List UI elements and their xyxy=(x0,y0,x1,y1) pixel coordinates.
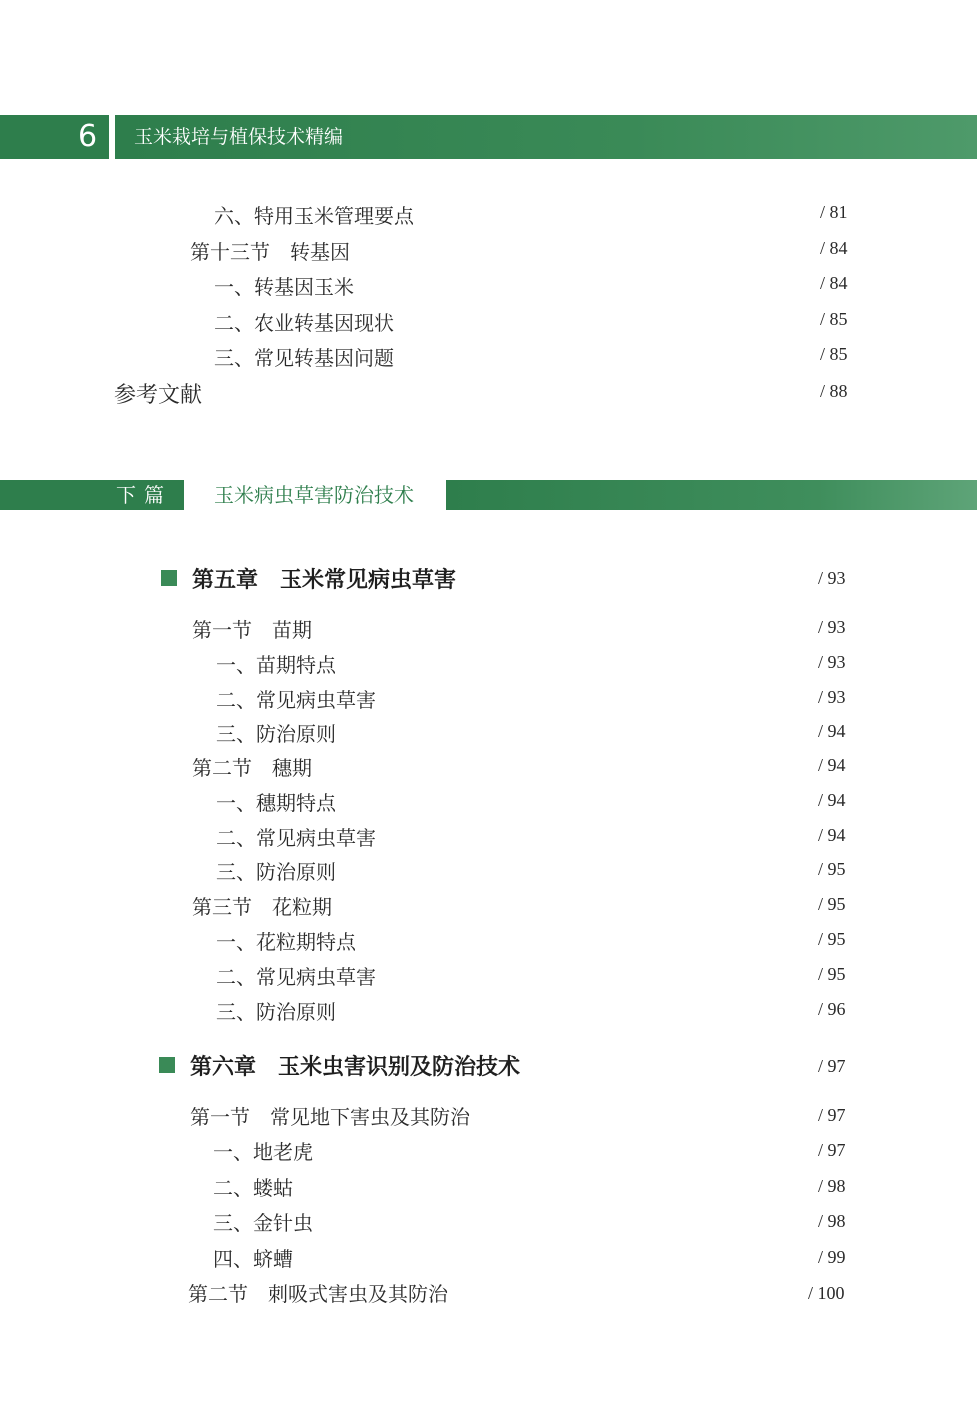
toc-entry[interactable] xyxy=(0,787,977,817)
toc-entry-label: 三、防治原则 xyxy=(216,860,336,884)
toc-entry[interactable] xyxy=(0,996,977,1026)
toc-chapter[interactable] xyxy=(0,1050,977,1084)
toc-entry[interactable] xyxy=(0,856,977,886)
toc-section[interactable] xyxy=(0,891,977,921)
toc-section-label: 第一节 苗期 xyxy=(192,618,312,642)
toc-entry-label: 二、常见病虫草害 xyxy=(216,688,376,712)
chapter-bullet-icon xyxy=(159,1057,175,1073)
toc-section-label: 第二节 刺吸式害虫及其防治 xyxy=(188,1282,448,1306)
toc-entry-page: / 94 xyxy=(818,721,846,741)
toc-entry-label: 二、农业转基因现状 xyxy=(214,311,394,335)
toc-entry[interactable] xyxy=(0,649,977,679)
toc-entry[interactable] xyxy=(0,271,977,301)
toc-entry[interactable] xyxy=(0,307,977,337)
toc-entry[interactable] xyxy=(0,1243,977,1273)
toc-entry-label: 三、金针虫 xyxy=(213,1211,313,1235)
toc-references-label: 参考文献 xyxy=(114,383,203,408)
toc-chapter-page: / 97 xyxy=(818,1056,846,1076)
toc-entry[interactable] xyxy=(0,684,977,714)
toc-section-page: / 94 xyxy=(818,755,846,775)
toc-entry[interactable] xyxy=(0,1172,977,1202)
toc-references[interactable] xyxy=(0,378,977,408)
toc-section[interactable] xyxy=(0,1101,977,1131)
toc-chapter-page: / 93 xyxy=(818,568,846,588)
toc-entry[interactable] xyxy=(0,1136,977,1166)
toc-section-label: 第十三节 转基因 xyxy=(190,240,350,264)
toc-entry-page: / 85 xyxy=(820,309,848,329)
toc-entry[interactable] xyxy=(0,1207,977,1237)
part-title: 玉米病虫草害防治技术 xyxy=(214,483,414,507)
toc-section[interactable] xyxy=(0,236,977,266)
toc-entry-page: / 99 xyxy=(818,1247,846,1267)
toc-entry-page: / 95 xyxy=(818,929,846,949)
toc-entry-label: 四、蛴螬 xyxy=(213,1247,293,1271)
toc-entry-label: 三、防治原则 xyxy=(216,1000,336,1024)
toc-entry-page: / 93 xyxy=(818,652,846,672)
toc-entry[interactable] xyxy=(0,718,977,748)
toc-section[interactable] xyxy=(0,1278,977,1308)
toc-chapter-label: 第五章 玉米常见病虫草害 xyxy=(192,568,457,593)
page-number: 6 xyxy=(78,119,98,154)
toc-section-label: 第一节 常见地下害虫及其防治 xyxy=(190,1105,470,1129)
toc-entry-label: 二、蝼蛄 xyxy=(213,1176,293,1200)
toc-entry[interactable] xyxy=(0,200,977,230)
toc-entry-page: / 95 xyxy=(818,859,846,879)
toc-section-page: / 97 xyxy=(818,1105,846,1125)
toc-entry-page: / 81 xyxy=(820,202,848,222)
toc-entry-label: 一、转基因玉米 xyxy=(214,275,354,299)
toc-entry-label: 一、穗期特点 xyxy=(216,791,336,815)
toc-section-page: / 84 xyxy=(820,238,848,258)
toc-entry-label: 三、防治原则 xyxy=(216,722,336,746)
toc-entry[interactable] xyxy=(0,342,977,372)
toc-section-page: / 100 xyxy=(808,1283,845,1303)
part-divider xyxy=(0,480,977,510)
toc-entry-page: / 94 xyxy=(818,790,846,810)
toc-section-page: / 93 xyxy=(818,617,846,637)
book-title: 玉米栽培与植保技术精编 xyxy=(134,126,344,148)
toc-section-page: / 95 xyxy=(818,894,846,914)
part-label: 下篇 xyxy=(116,483,172,507)
toc-entry-label: 一、地老虎 xyxy=(213,1140,313,1164)
toc-entry-label: 六、特用玉米管理要点 xyxy=(214,204,414,228)
toc-entry-label: 三、常见转基因问题 xyxy=(214,346,394,370)
toc-entry-label: 二、常见病虫草害 xyxy=(216,965,376,989)
toc-chapter[interactable] xyxy=(0,563,977,597)
toc-entry-page: / 84 xyxy=(820,273,848,293)
toc-entry-page: / 98 xyxy=(818,1211,846,1231)
toc-references-page: / 88 xyxy=(820,381,848,401)
toc-entry-label: 二、常见病虫草害 xyxy=(216,826,376,850)
toc-entry-page: / 98 xyxy=(818,1176,846,1196)
running-header xyxy=(0,115,977,159)
toc-entry-label: 一、花粒期特点 xyxy=(216,930,356,954)
toc-entry-page: / 95 xyxy=(818,964,846,984)
toc-section-label: 第二节 穗期 xyxy=(192,756,312,780)
toc-entry-page: / 85 xyxy=(820,344,848,364)
toc-entry[interactable] xyxy=(0,961,977,991)
toc-entry-label: 一、苗期特点 xyxy=(216,653,336,677)
toc-entry-page: / 94 xyxy=(818,825,846,845)
toc-chapter-label: 第六章 玉米虫害识别及防治技术 xyxy=(190,1055,521,1080)
toc-entry[interactable] xyxy=(0,822,977,852)
toc-section[interactable] xyxy=(0,614,977,644)
toc-section-label: 第三节 花粒期 xyxy=(192,895,332,919)
toc-entry[interactable] xyxy=(0,926,977,956)
toc-entry-page: / 97 xyxy=(818,1140,846,1160)
toc-section[interactable] xyxy=(0,752,977,782)
toc-entry-page: / 93 xyxy=(818,687,846,707)
toc-entry-page: / 96 xyxy=(818,999,846,1019)
chapter-bullet-icon xyxy=(161,570,177,586)
part-bar-decoration xyxy=(446,480,977,510)
